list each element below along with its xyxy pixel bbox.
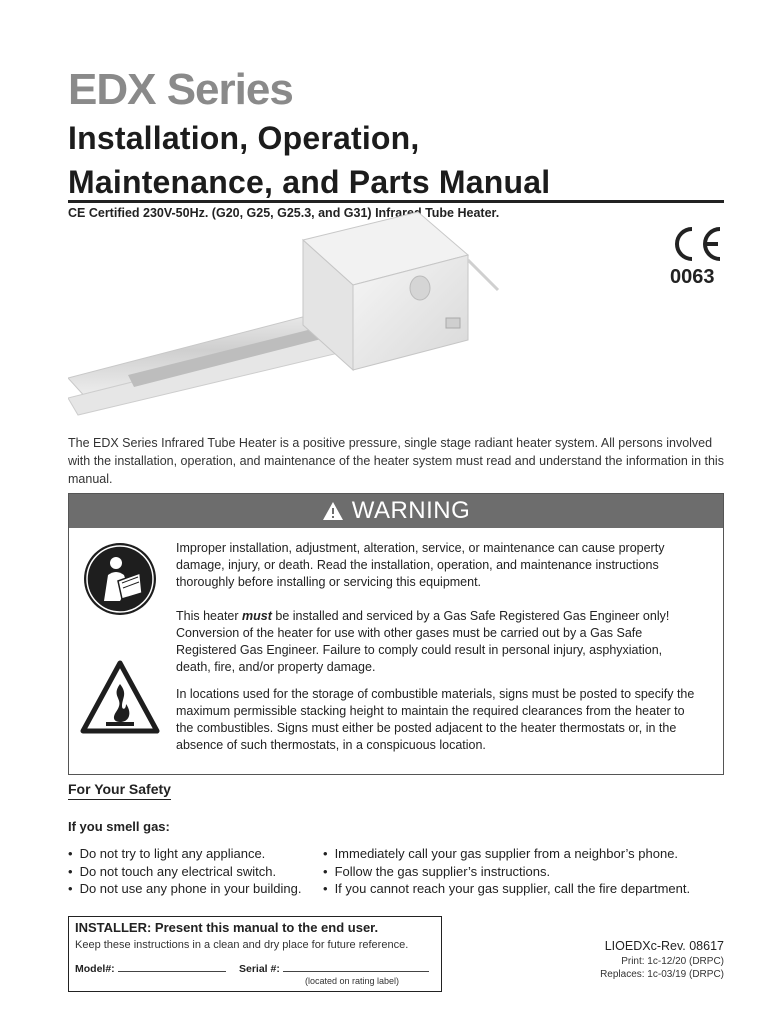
model-line [118,962,226,972]
warning-paragraph-1: Improper installation, adjustment, alteration, service, or maintenance can cause property damage, injury, or death. Read the installation, operation, and maintenance instructions thoroughly before installing or servicing this equipment. [176,541,665,589]
safety-title: For Your Safety [68,781,171,800]
warning-triangle-icon [322,501,344,521]
warning-header [69,494,723,528]
manual-title-line1: Installation, Operation, [68,120,420,156]
warning-paragraph-2: This heater must be installed and serviced by a Gas Safe Registered Gas Engineer only! Conversion of the heater for use with other gases must be carried out by a Gas Safe Registered Gas Engineer. Failure to comply could result in personal injury, asphyxiation, death, fire, and/or property damage. [176,609,670,674]
installer-box [68,916,442,992]
fire-hazard-icon [80,660,160,734]
smell-gas-heading: If you smell gas: [68,819,170,834]
model-label: Model#: [75,963,115,975]
warning-emphasis: must [242,609,272,623]
ce-certification-number: 0063 [670,266,715,288]
serial-line [283,962,429,972]
replaces-info: Replaces: 1c-03/19 (DRPC) [600,969,724,980]
document-revision: LIOEDXc-Rev. 08617 [604,939,724,953]
read-manual-icon [82,541,158,617]
list-item: • If you cannot reach your gas supplier, call the fire department. [323,880,690,898]
list-item: • Do not use any phone in your building. [68,880,301,898]
serial-label: Serial #: [239,963,280,975]
safety-bullets-right [323,845,690,898]
serial-number-field[interactable] [239,962,429,975]
series-title: EDX Series [68,65,293,114]
safety-bullets-left [68,845,301,898]
list-item: • Follow the gas supplier’s instructions. [323,863,690,881]
warning-label: WARNING [351,497,471,524]
heater-illustration [68,200,528,430]
manual-title-line2: Maintenance, and Parts Manual [68,164,551,200]
installer-title: INSTALLER: Present this manual to the end user. [75,920,379,935]
subtitle: CE Certified 230V-50Hz. (G20, G25, G25.3, and G31) Infrared Tube Heater. [68,206,500,220]
installer-keep-note: Keep these instructions in a clean and dry place for future reference. [75,939,409,951]
print-info: Print: 1c-12/20 (DRPC) [621,956,724,967]
list-item: • Do not touch any electrical switch. [68,863,301,881]
list-item: • Immediately call your gas supplier from a neighbor’s phone. [323,845,690,863]
list-item: • Do not try to light any appliance. [68,845,301,863]
warning-box [68,493,724,775]
ce-mark-icon [668,224,724,264]
rating-label-note: (located on rating label) [305,976,400,986]
model-number-field[interactable] [75,962,226,975]
manual-title [68,116,550,204]
warning-paragraph-3: In locations used for the storage of combustible materials, signs must be posted to specify the maximum permissible stacking height to maintain the required clearances from the heater to the combustibles. Signs must either be posted adjacent to the heater thermostats or, in the absence of such thermostats, in a conspicuous location. [176,687,695,752]
intro-text: The EDX Series Infrared Tube Heater is a positive pressure, single stage radiant heater system. All persons involved with the installation, operation, and maintenance of the heater system must read and understand the information in this manual. [68,436,724,486]
